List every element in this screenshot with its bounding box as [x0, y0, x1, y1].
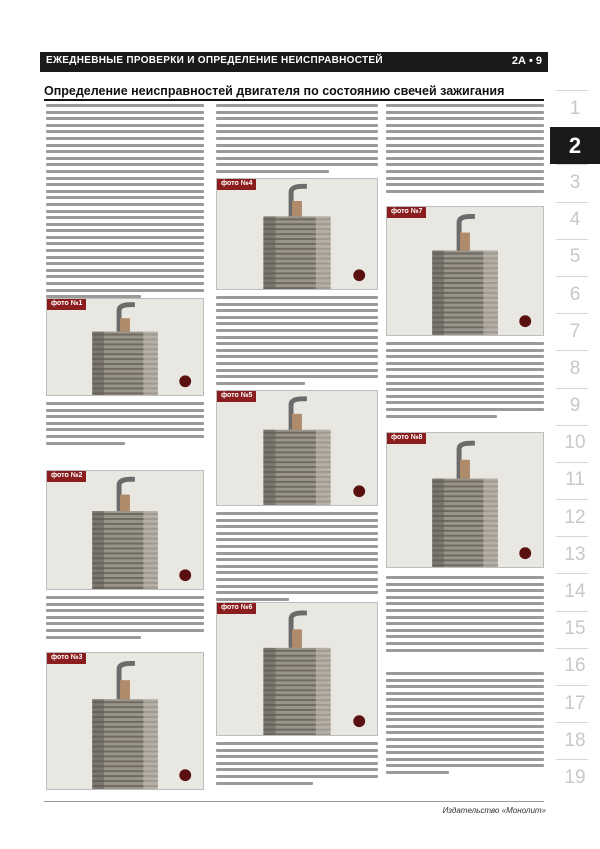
chapter-tab-5[interactable]: 5: [550, 239, 600, 276]
column-2-top-text: [216, 104, 378, 177]
chapter-tab-19[interactable]: 19: [550, 759, 600, 796]
photo-spark-plug-6: [216, 602, 378, 736]
page-header: [40, 52, 548, 72]
chapter-tab-13[interactable]: 13: [550, 536, 600, 573]
spark-plug-image: [217, 179, 377, 289]
spark-plug-image: [387, 207, 543, 335]
chapter-tab-11[interactable]: 11: [550, 462, 600, 499]
photo-spark-plug-1: [46, 298, 204, 396]
header-title: ЕЖЕДНЕВНЫЕ ПРОВЕРКИ И ОПРЕДЕЛЕНИЕ НЕИСПРАВНОСТЕЙ: [46, 55, 383, 66]
photo-spark-plug-7: [386, 206, 544, 336]
spark-plug-image: [47, 653, 203, 789]
chapter-tab-12[interactable]: 12: [550, 499, 600, 536]
photo-label: фото №3: [47, 653, 86, 664]
photo-2-caption: [46, 596, 204, 642]
photo-label: фото №8: [387, 433, 426, 444]
photo-label: фото №7: [387, 207, 426, 218]
title-underline: [44, 99, 544, 101]
column-3-top-text: [386, 104, 544, 196]
chapter-tab-17[interactable]: 17: [550, 685, 600, 722]
photo-spark-plug-8: [386, 432, 544, 568]
chapter-tab-9[interactable]: 9: [550, 388, 600, 425]
photo-5-caption: [216, 512, 378, 604]
photo-4-caption: [216, 296, 378, 388]
chapter-tab-18[interactable]: 18: [550, 722, 600, 759]
spark-plug-image: [387, 433, 543, 567]
publisher-footer: Издательство «Монолит»: [442, 806, 546, 815]
spark-plug-image: [47, 471, 203, 589]
photo-label: фото №1: [47, 299, 86, 310]
spark-plug-image: [217, 391, 377, 505]
photo-6-caption: [216, 742, 378, 788]
photo-label: фото №2: [47, 471, 86, 482]
photo-label: фото №6: [217, 603, 256, 614]
photo-label: фото №4: [217, 179, 256, 190]
photo-1-caption: [46, 402, 204, 448]
spark-plug-image: [217, 603, 377, 735]
chapter-tab-15[interactable]: 15: [550, 611, 600, 648]
photo-spark-plug-3: [46, 652, 204, 790]
chapter-tabs: [550, 90, 600, 797]
intro-text-block: [46, 104, 204, 302]
photo-spark-plug-4: [216, 178, 378, 290]
chapter-tab-3[interactable]: 3: [550, 164, 600, 201]
spark-plug-image: [47, 299, 203, 395]
photo-7-caption: [386, 342, 544, 421]
chapter-tab-1[interactable]: 1: [550, 90, 600, 127]
photo-label: фото №5: [217, 391, 256, 402]
photo-spark-plug-5: [216, 390, 378, 506]
chapter-tab-8[interactable]: 8: [550, 350, 600, 387]
chapter-tab-2[interactable]: 2: [550, 127, 600, 164]
chapter-tab-16[interactable]: 16: [550, 648, 600, 685]
page-number: 2А • 9: [511, 55, 542, 67]
chapter-tab-7[interactable]: 7: [550, 313, 600, 350]
section-title: Определение неисправностей двигателя по состоянию свечей зажигания: [44, 84, 505, 98]
chapter-tab-10[interactable]: 10: [550, 425, 600, 462]
chapter-tab-4[interactable]: 4: [550, 202, 600, 239]
footer-rule: [44, 801, 544, 802]
chapter-tab-6[interactable]: 6: [550, 276, 600, 313]
conclusion-text: [386, 672, 544, 778]
photo-spark-plug-2: [46, 470, 204, 590]
chapter-tab-14[interactable]: 14: [550, 573, 600, 610]
photo-8-caption: [386, 576, 544, 655]
